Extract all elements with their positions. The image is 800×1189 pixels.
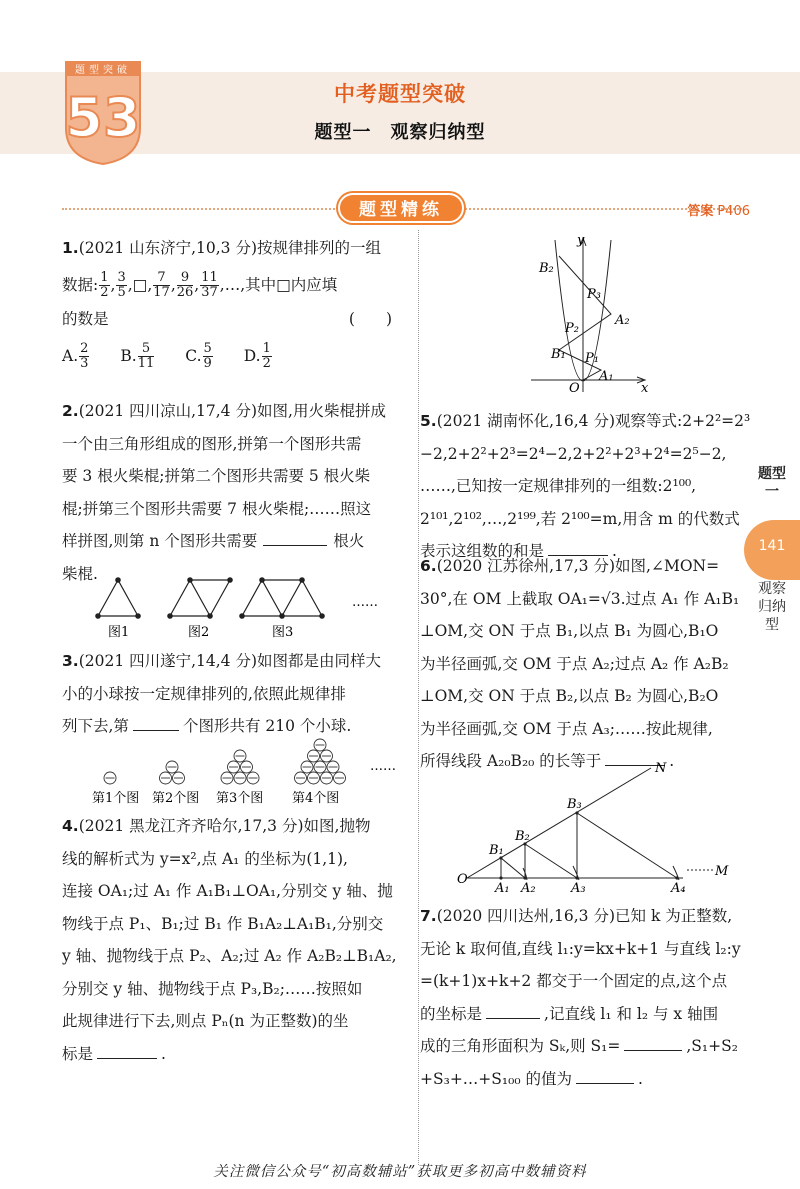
problem-text: 要 3 根火柴棍;拼第二个图形共需要 5 根火柴 — [62, 467, 371, 485]
page-title: 中考题型突破 — [334, 82, 466, 106]
problem-text: 小的小球按一定规律排列的,依照此规律排 — [62, 684, 346, 703]
problem-number: 5. — [420, 412, 437, 430]
option-b[interactable]: B. $\frac{5}{11}$ — [120, 341, 155, 371]
problem-number: 2. — [62, 402, 79, 420]
logo-text: 题型突破 — [75, 65, 131, 76]
figure-label: 第4个图 — [292, 791, 340, 806]
problem-text: ,…,其中□内应填 — [219, 275, 338, 294]
origin-label: O — [569, 381, 580, 396]
blank-box: □ — [132, 275, 148, 294]
figure-label: 第2个图 — [152, 791, 200, 806]
problem-source: (2021 四川遂宁,14,4 分) — [78, 652, 258, 670]
problem-text: 如图,抛物 — [303, 817, 371, 835]
problem-text: 按规律排列的一组 — [257, 239, 382, 257]
figure-label: 图1 — [108, 625, 130, 640]
problem-text: 无论 k 取何值,直线 l₁:y=kx+k+1 与直线 l₂:y — [420, 939, 741, 958]
point-label: B₁ — [551, 347, 566, 362]
figure-label: 第3个图 — [216, 791, 264, 806]
answer-label: 答案 — [687, 204, 714, 219]
problem-6: 6.(2020 江苏徐州,17,3 分)如图,∠MON= 30°,在 OM 上截取 OA₁=√3.过点 A₁ 作 A₁B₁ ⊥OM,交 ON 于点 B₁,以点 B₁ 为圆心,B₁O 为半径画弧,交 OM 于点 A₂;过点 A₂ 作 A₂B₂ ⊥OM,交 ON 于点 B₂,以点 B₂ 为圆心,B₂O 为半径画弧,交 OM 于点 A₃;……按此规律, 所得线段 A₂₀B₂₀ 的长等于 . — [420, 550, 755, 778]
answer-reference — [630, 200, 750, 219]
point-label: B₂ — [539, 261, 554, 276]
answer-blank[interactable] — [97, 1041, 157, 1059]
parabola-figure — [525, 232, 655, 402]
point-label: M — [715, 864, 729, 879]
problem-text: 线的解析式为 y=x²,点 A₁ 的坐标为(1,1), — [62, 849, 348, 868]
logo-number: 53 — [65, 86, 141, 149]
option-d[interactable]: D. $\frac{1}{2}$ — [243, 341, 271, 371]
problem-text: ,记直线 l₁ 和 l₂ 与 x 轴围 — [544, 1004, 719, 1023]
fraction: $\frac{11}{37}$ — [201, 270, 218, 300]
problem-source: (2021 黑龙江齐齐哈尔,17,3 分) — [78, 817, 304, 835]
fraction: $\frac{3}{5}$ — [117, 270, 126, 300]
point-label: A₄ — [671, 881, 686, 896]
answer-blank[interactable] — [263, 528, 327, 546]
answer-blank[interactable] — [624, 1033, 682, 1051]
figure-label: 第1个图 — [92, 791, 140, 806]
problem-text: ,S₁+S₂ — [686, 1037, 738, 1055]
problem-1: 1.(2021 山东济宁,10,3 分)按规律排列的一组 数据: $\frac{1}{2}$ , $\frac{3}{5}$ ,□, $\frac{7}{17}$ , $\frac{9}{26}$ , $\frac{11}{37}$ ,…,其中□内应填 的数是 ( ) A. $\frac{2}{3}$ B. $\frac{5}{11}$ C. $\frac{5}{9}$ D. $\frac{1}{2}$ — [62, 232, 412, 372]
fraction: $\frac{7}{17}$ — [153, 270, 170, 300]
page-subtitle: 题型一 观察归纳型 — [314, 122, 486, 143]
problem-text: 成的三角形面积为 Sₖ,则 S₁= — [420, 1037, 621, 1055]
problem-text: −2,2+2²+2³=2⁴−2,2+2²+2³+2⁴=2⁵−2, — [420, 444, 727, 463]
problem-text: 样拼图,则第 n 个图形共需要 — [62, 532, 258, 550]
problem-text: 如图都是由同样大 — [257, 652, 382, 670]
problem-text: +S₃+…+S₁₀₀ 的值为 — [420, 1069, 572, 1088]
problem-number: 4. — [62, 817, 79, 835]
problem-2 — [62, 395, 412, 590]
ellipsis: …… — [370, 759, 396, 774]
problem-number: 3. — [62, 652, 79, 670]
problem-text: 观察等式:2+2²=2³ — [615, 412, 751, 430]
problem-text: 标是 — [62, 1044, 94, 1063]
problem-text: 物线于点 P₁、B₁;过 B₁ 作 B₁A₂⊥A₁B₁,分别交 — [62, 914, 384, 933]
section-label: 题型精练 — [338, 193, 464, 223]
problem-text: 已知 k 为正整数, — [615, 907, 733, 925]
answer-blank[interactable] — [486, 1001, 540, 1019]
point-label: A₃ — [571, 881, 586, 896]
point-label: B₂ — [515, 829, 530, 844]
matchstick-figures — [90, 570, 410, 640]
problem-5: 5.(2021 湖南怀化,16,4 分)观察等式:2+2²=2³ −2,2+2²+2³=2⁴−2,2+2²+2³+2⁴=2⁵−2, ……,已知按一定规律排列的一组数:2¹⁰⁰, 2¹⁰¹,2¹⁰²,…,2¹⁹⁹,若 2¹⁰⁰=m,用含 m 的代数式 表示这组数的和是 . — [420, 405, 755, 568]
problem-text: =(k+1)x+k+2 都交于一个固定的点,这个点 — [420, 972, 728, 990]
side-tab-topic: 观察归纳型 — [758, 581, 786, 633]
problem-3 — [62, 645, 412, 743]
problem-text: 表示这组数的和是 — [420, 542, 545, 560]
fraction: $\frac{1}{2}$ — [100, 270, 109, 300]
problem-text: ……,已知按一定规律排列的一组数:2¹⁰⁰, — [420, 477, 697, 495]
problem-text: 30°,在 OM 上截取 OA₁=√3.过点 A₁ 作 A₁B₁ — [420, 589, 740, 608]
brand-logo — [60, 58, 146, 168]
problem-text: 个图形共有 210 个小球. — [182, 717, 352, 735]
fraction: $\frac{9}{26}$ — [176, 270, 194, 300]
problem-text: 的数是 — [62, 310, 109, 328]
problem-text: 2¹⁰¹,2¹⁰²,…,2¹⁹⁹,若 2¹⁰⁰=m,用含 m 的代数式 — [420, 509, 740, 528]
point-label: N — [655, 762, 667, 776]
answer-blank[interactable] — [576, 1066, 634, 1084]
axis-label-y: y — [577, 233, 585, 248]
problem-source: (2021 湖南怀化,16,4 分) — [436, 412, 616, 430]
problem-text: ⊥OM,交 ON 于点 B₂,以点 B₂ 为圆心,B₂O — [420, 687, 719, 705]
problem-source: (2021 四川凉山,17,4 分) — [78, 402, 258, 420]
problem-text: 为半径画弧,交 OM 于点 A₂;过点 A₂ 作 A₂B₂ — [420, 654, 729, 673]
problem-text: y 轴、抛物线于点 P₂、A₂;过 A₂ 作 A₂B₂⊥B₁A₂, — [62, 947, 397, 965]
point-label: B₃ — [567, 797, 582, 812]
problem-number: 1. — [62, 239, 79, 257]
problem-source: (2020 江苏徐州,17,3 分) — [436, 557, 616, 575]
page-number: 141 — [758, 538, 786, 554]
point-label: A₁ — [599, 369, 614, 384]
problem-text: 列下去,第 — [62, 717, 129, 735]
ellipsis: …… — [352, 595, 378, 610]
column-divider — [418, 230, 419, 1165]
problem-text: 数据: — [62, 275, 99, 294]
problem-text: 柴棍. — [62, 564, 98, 583]
ball-pattern-figures — [80, 738, 410, 808]
problem-text: 为半径画弧,交 OM 于点 A₃;……按此规律, — [420, 719, 713, 738]
problem-text: 分别交 y 轴、抛物线于点 P₃,B₂;……按照如 — [62, 979, 363, 998]
problem-text: ⊥OM,交 ON 于点 B₁,以点 B₁ 为圆心,B₁O — [420, 622, 719, 640]
point-label: A₁ — [495, 881, 510, 896]
point-label: P₂ — [565, 321, 579, 336]
problem-text: 根火 — [333, 532, 365, 550]
problem-7: 7.(2020 四川达州,16,3 分)已知 k 为正整数, 无论 k 取何值,直线 l₁:y=kx+k+1 与直线 l₂:y =(k+1)x+k+2 都交于一个固定的点,这个点 的坐标是 ,记直线 l₁ 和 l₂ 与 x 轴围 成的三角形面积为 Sₖ,则 S₁= ,S₁+S₂ +S₃+…+S₁₀₀ 的值为 . — [420, 900, 755, 1095]
problem-text: 的坐标是 — [420, 1004, 483, 1023]
point-label: P₃ — [587, 287, 601, 302]
angle-construction-figure — [455, 762, 735, 896]
answer-blank[interactable] — [133, 713, 179, 731]
point-label: B₁ — [489, 843, 504, 858]
side-tab-chapter: 题型一 — [758, 466, 786, 500]
axis-label-x: x — [641, 381, 649, 396]
problem-text: 此规律进行下去,则点 Pₙ(n 为正整数)的坐 — [62, 1012, 349, 1030]
problem-text: 一个由三角形组成的图形,拼第一个图形共需 — [62, 434, 362, 453]
origin-label: O — [457, 872, 468, 887]
answer-page: P406 — [717, 204, 750, 219]
problem-text: 如图,用火柴棍拼成 — [257, 402, 386, 420]
problem-number: 6. — [420, 557, 437, 575]
answer-paren: ( ) — [348, 310, 392, 328]
figure-label: 图3 — [272, 625, 294, 640]
problem-text: 如图,∠MON= — [615, 557, 720, 575]
option-a[interactable]: A. $\frac{2}{3}$ — [62, 341, 89, 371]
problem-source: (2021 山东济宁,10,3 分) — [78, 239, 258, 257]
problem-4: 4.(2021 黑龙江齐齐哈尔,17,3 分)如图,抛物 线的解析式为 y=x²,点 A₁ 的坐标为(1,1), 连接 OA₁;过 A₁ 作 A₁B₁⊥OA₁,分别交 y 轴、抛 物线于点 P₁、B₁;过 B₁ 作 B₁A₂⊥A₁B₁,分别交 y 轴、抛物线于点 P₂、A₂;过 A₂ 作 A₂B₂⊥B₁A₂, 分别交 y 轴、抛物线于点 P₃,B₂;……按照如 此规律进行下去,则点 Pₙ(n 为正整数)的坐 标是 . — [62, 810, 412, 1070]
figure-label: 图2 — [188, 625, 210, 640]
point-label: P₁ — [585, 351, 599, 366]
footer-notice: 关注微信公众号“初高数辅站”获取更多初高中数辅资料 — [213, 1164, 587, 1180]
option-c[interactable]: C. $\frac{5}{9}$ — [185, 341, 212, 371]
problem-text: 棍;拼第三个图形共需要 7 根火柴棍;……照这 — [62, 499, 372, 518]
point-label: A₂ — [521, 881, 536, 896]
problem-text: 所得线段 A₂₀B₂₀ 的长等于 — [420, 752, 602, 770]
problem-text: 连接 OA₁;过 A₁ 作 A₁B₁⊥OA₁,分别交 y 轴、抛 — [62, 882, 393, 900]
option-list — [62, 340, 412, 373]
problem-number: 7. — [420, 907, 437, 925]
problem-source: (2020 四川达州,16,3 分) — [436, 907, 616, 925]
point-label: A₂ — [615, 313, 630, 328]
